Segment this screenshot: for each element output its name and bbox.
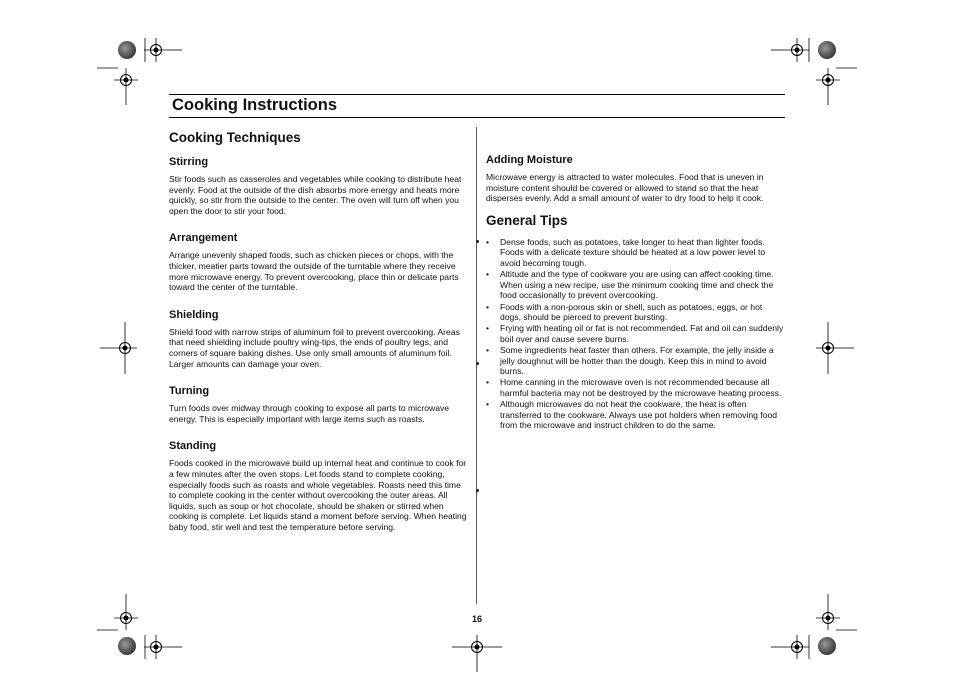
header-rule-bottom bbox=[169, 117, 785, 118]
page-number: 16 bbox=[472, 614, 483, 624]
list-item: • Altitude and the type of cookware you are using can affect cooking time. When using a new recipe, use the minimum cooking time and check the food occasionally to prevent overcooking. bbox=[486, 269, 784, 301]
gutter-dot bbox=[476, 489, 479, 492]
subsection-arrangement bbox=[169, 231, 467, 292]
subsection-shielding bbox=[169, 308, 467, 369]
subsection-title: Turning bbox=[169, 385, 210, 398]
crosshair-icon bbox=[785, 635, 809, 659]
list-item: • Although microwaves do not heat the cookware, the heat is often transferred to the cookware. Always use pot holders when removing food from the microwave and instruct children to do the same. bbox=[486, 399, 784, 431]
subsection-body: Microwave energy is attracted to water molecules. Food that is uneven in moisture content should be covered or allowed to stand so that the heat disperses evenly. Add a small amount of water to dry food to help it cook. bbox=[486, 172, 764, 204]
list-item: • Frying with heating oil or fat is not recommended. Fat and oil can suddenly boil over and cause severe burns. bbox=[486, 323, 784, 344]
subsection-body: Foods cooked in the microwave build up internal heat and continue to cook for a few minutes after the oven stops. Let foods stand to complete cooking, especially foods such as roasts and whole vegetables. Roasts need this time to complete cooking in the center without overcooking the outer areas. All liquids, such as soup or hot chocolate, should be shaken or stirred when cooking is complete. Let liquids stand a moment before serving. When heating baby food, stir well and test the temperature before serving. bbox=[169, 458, 467, 532]
color-target-icon bbox=[818, 41, 836, 59]
right-column bbox=[486, 153, 784, 432]
column-divider bbox=[476, 127, 477, 604]
gutter-dot bbox=[476, 362, 479, 365]
crosshair-icon bbox=[816, 68, 840, 92]
list-item: • Some ingredients heat faster than others. For example, the jelly inside a jelly doughnut will be hotter than the dough. Keep this in mind to avoid burns. bbox=[486, 345, 784, 377]
subsection-body: Shield food with narrow strips of aluminum foil to prevent overcooking. Areas that need shielding include poultry wing-tips, the ends of poultry legs, and corners of square baking dishes. Use only small amounts of aluminum foil. Larger amounts can damage your oven. bbox=[169, 326, 460, 369]
subsection-title: Arrangement bbox=[169, 232, 238, 245]
list-item: • Dense foods, such as potatoes, take longer to heat than lighter foods. Foods with a delicate texture should be heated at a low power level to avoid becoming tough. bbox=[486, 237, 784, 269]
page-title: Cooking Instructions bbox=[172, 96, 337, 114]
left-column bbox=[169, 129, 467, 532]
crosshair-icon bbox=[465, 635, 489, 659]
subsection-title: Standing bbox=[169, 440, 217, 453]
crosshair-icon bbox=[785, 38, 809, 62]
subsection-adding-moisture bbox=[486, 153, 784, 204]
color-target-icon bbox=[118, 41, 136, 59]
section-title-general-tips: General Tips bbox=[486, 212, 568, 228]
section-title-cooking-techniques: Cooking Techniques bbox=[169, 130, 301, 145]
crosshair-icon bbox=[114, 68, 138, 92]
crosshair-icon bbox=[113, 336, 137, 360]
subsection-title: Stirring bbox=[169, 156, 209, 168]
subsection-stirring bbox=[169, 155, 467, 216]
crosshair-icon bbox=[816, 606, 840, 630]
subsection-title: Adding Moisture bbox=[486, 154, 573, 166]
crosshair-icon bbox=[144, 635, 168, 659]
crosshair-icon bbox=[114, 606, 138, 630]
subsection-body: Turn foods over midway through cooking to expose all parts to microwave energy. This is especially important with large items such as roasts. bbox=[169, 403, 450, 424]
crosshair-icon bbox=[816, 336, 840, 360]
subsection-body: Arrange unevenly shaped foods, such as chicken pieces or chops, with the thicker, meatier parts toward the outside of the turntable where they receive more microwave energy. To prevent overcooking, place thin or delicate parts toward the center of the turntable. bbox=[169, 250, 459, 293]
list-item: • Home canning in the microwave oven is not recommended because all harmful bacteria may not be destroyed by the microwave heating process. bbox=[486, 377, 784, 398]
color-target-icon bbox=[118, 637, 136, 655]
subsection-standing bbox=[169, 439, 467, 532]
subsection-turning bbox=[169, 384, 467, 424]
subsection-body: Stir foods such as casseroles and vegetables while cooking to distribute heat evenly. Food at the outside of the dish absorbs more energy and heats more quickly, so stir from the outside to the center. The oven will turn off when you open the door to stir your food. bbox=[169, 174, 462, 216]
crosshair-icon bbox=[144, 38, 168, 62]
general-tips-list bbox=[486, 237, 784, 431]
list-item: • Foods with a non-porous skin or shell, such as potatoes, eggs, or hot dogs, should be pierced to prevent bursting. bbox=[486, 302, 784, 323]
subsection-title: Shielding bbox=[169, 308, 219, 321]
gutter-dot bbox=[476, 240, 479, 243]
color-target-icon bbox=[818, 637, 836, 655]
